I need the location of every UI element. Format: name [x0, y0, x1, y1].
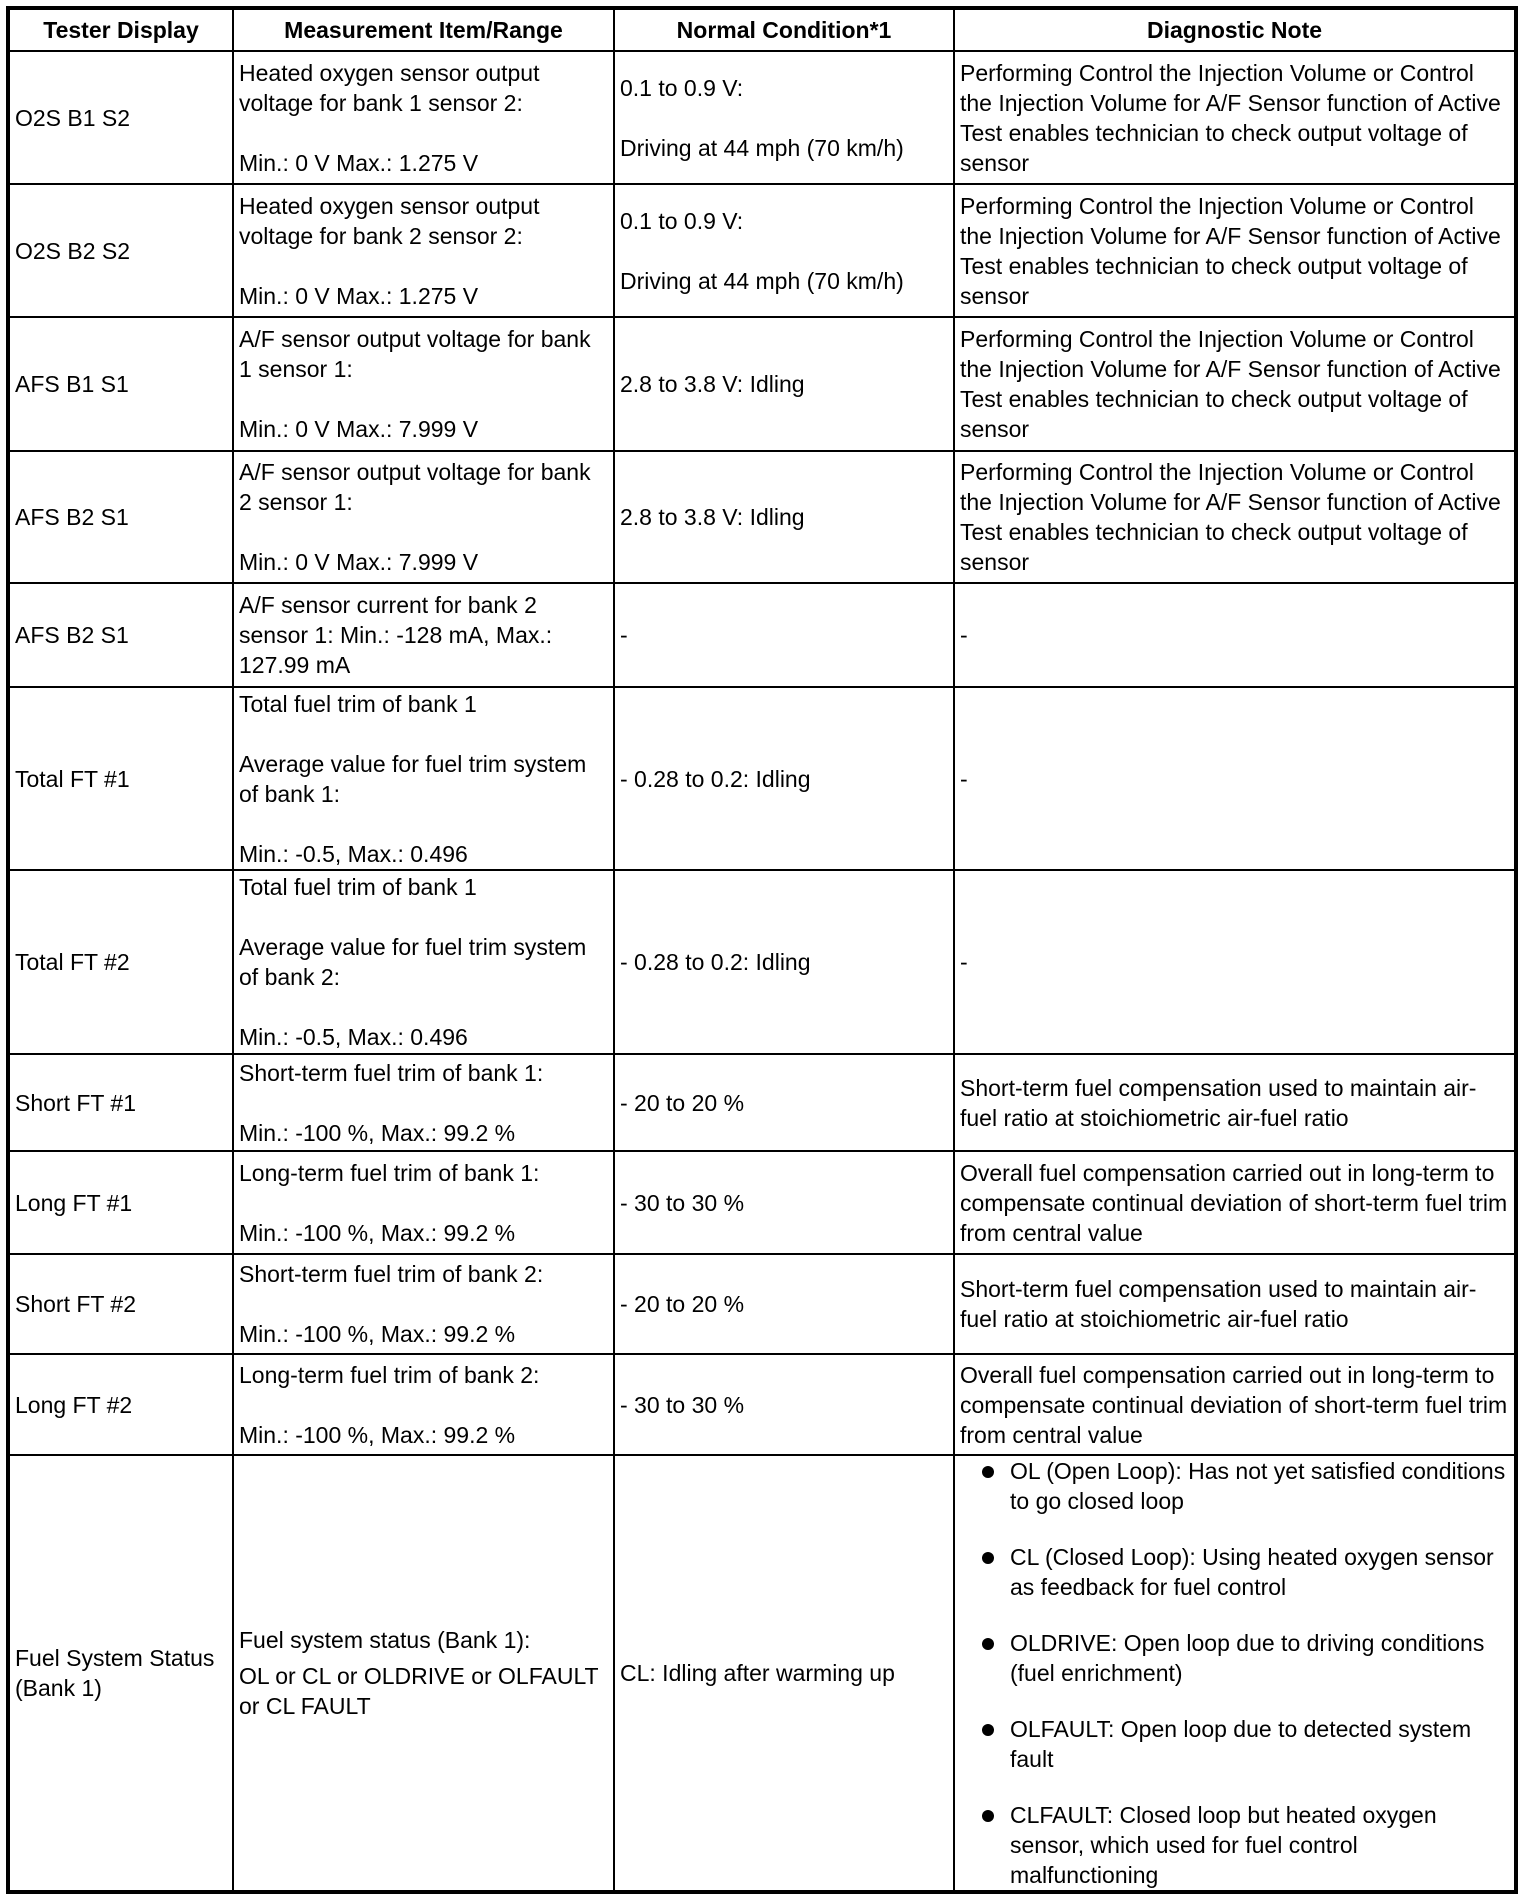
table-row [8, 687, 1516, 870]
diagnostic-note-cell: - [954, 870, 1516, 1054]
data-list-table [6, 6, 1518, 1894]
measurement-item-text: Heated oxygen sensor output voltage for bank 2 sensor 2: [239, 192, 540, 249]
measurement-item-cell [233, 1354, 614, 1455]
bullet-item: CLFAULT: Closed loop but heated oxygen sensor, which used for fuel control malfunctioning [960, 1800, 1509, 1890]
normal-condition-cell [614, 317, 954, 451]
measurement-item-text: Fuel system status (Bank 1): [239, 1627, 531, 1653]
diagnostic-note-cell: Overall fuel compensation carried out in long-term to compensate continual deviation of short-term fuel trim from central value [954, 1354, 1516, 1455]
measurement-item-text: Min.: 0 V Max.: 7.999 V [239, 549, 479, 575]
table-row [8, 1455, 1516, 1892]
measurement-item-cell [233, 1254, 614, 1354]
measurement-item-cell [233, 870, 614, 1054]
normal-condition-cell [614, 51, 954, 184]
measurement-item-text: Total fuel trim of bank 1 [239, 874, 477, 900]
normal-condition-text: - 0.28 to 0.2: Idling [620, 949, 811, 975]
measurement-item-text: Min.: -0.5, Max.: 0.496 [239, 1024, 468, 1050]
measurement-item-text: Min.: 0 V Max.: 1.275 V [239, 282, 479, 309]
normal-condition-text: Driving at 44 mph (70 km/h) [620, 267, 904, 294]
normal-condition-text: 2.8 to 3.8 V: Idling [620, 371, 805, 397]
diagnostic-note-cell: Performing Control the Injection Volume or Control the Injection Volume for A/F Sensor function of Active Test enables technician to check output voltage of sensor [954, 51, 1516, 184]
measurement-item-text: A/F sensor output voltage for bank 2 sensor 1: [239, 459, 591, 515]
measurement-item-text: Heated oxygen sensor output voltage for bank 1 sensor 2: [239, 59, 540, 116]
tester-display-cell: Total FT #1 [8, 687, 233, 870]
table-row [8, 51, 1516, 184]
status-bullet-list [960, 1456, 1509, 1890]
tester-display-cell: O2S B1 S2 [8, 51, 233, 184]
normal-condition-cell [614, 1354, 954, 1455]
measurement-item-cell [233, 451, 614, 583]
tester-display-cell: Fuel System Status (Bank 1) [8, 1455, 233, 1892]
measurement-item-text: Min.: 0 V Max.: 1.275 V [239, 149, 479, 176]
normal-condition-text: - 0.28 to 0.2: Idling [620, 765, 811, 792]
normal-condition-text: - 30 to 30 % [620, 1189, 745, 1216]
diagnostic-note-cell: - [954, 583, 1516, 687]
measurement-item-text: Min.: -100 %, Max.: 99.2 % [239, 1321, 516, 1347]
table-header-row [8, 8, 1516, 51]
diagnostic-note-cell: Performing Control the Injection Volume or Control the Injection Volume for A/F Sensor function of Active Test enables technician to check output voltage of sensor [954, 317, 1516, 451]
normal-condition-cell [614, 451, 954, 583]
diagnostic-note-cell: - [954, 687, 1516, 870]
table-row [8, 451, 1516, 583]
measurement-item-cell [233, 51, 614, 184]
measurement-item-text: Average value for fuel trim system of bank 1: [239, 750, 587, 807]
tester-display-cell: Long FT #2 [8, 1354, 233, 1455]
measurement-item-text: Min.: 0 V Max.: 7.999 V [239, 416, 479, 442]
table-row [8, 1254, 1516, 1354]
normal-condition-text: 2.8 to 3.8 V: Idling [620, 504, 805, 530]
normal-condition-cell [614, 583, 954, 687]
table-row [8, 1354, 1516, 1455]
normal-condition-cell [614, 870, 954, 1054]
measurement-item-cell [233, 317, 614, 451]
table-row [8, 1151, 1516, 1254]
measurement-item-text: Long-term fuel trim of bank 2: [239, 1361, 540, 1388]
tester-display-cell: Short FT #1 [8, 1054, 233, 1151]
normal-condition-text: - 20 to 20 % [620, 1291, 745, 1317]
normal-condition-text: - [620, 622, 628, 648]
normal-condition-cell: CL: Idling after warming up [614, 1455, 954, 1892]
measurement-item-cell [233, 687, 614, 870]
measurement-item-cell [233, 1054, 614, 1151]
bullet-item: OLDRIVE: Open loop due to driving conditions (fuel enrichment) [960, 1628, 1509, 1688]
normal-condition-text: 0.1 to 0.9 V: [620, 207, 744, 234]
bullet-item: CL (Closed Loop): Using heated oxygen sensor as feedback for fuel control [960, 1542, 1509, 1602]
measurement-item-text: Average value for fuel trim system of bank 2: [239, 934, 587, 990]
diagnostic-note-cell: Performing Control the Injection Volume or Control the Injection Volume for A/F Sensor function of Active Test enables technician to check output voltage of sensor [954, 451, 1516, 583]
normal-condition-text: Driving at 44 mph (70 km/h) [620, 134, 904, 161]
tester-display-cell: Short FT #2 [8, 1254, 233, 1354]
tester-display-cell: O2S B2 S2 [8, 184, 233, 317]
normal-condition-cell [614, 1254, 954, 1354]
normal-condition-text: - 30 to 30 % [620, 1391, 745, 1418]
measurement-item-text: Long-term fuel trim of bank 1: [239, 1159, 540, 1186]
measurement-item-text: Short-term fuel trim of bank 1: [239, 1059, 544, 1086]
normal-condition-cell [614, 1151, 954, 1254]
table-row [8, 184, 1516, 317]
header-tester-display: Tester Display [8, 8, 233, 51]
table-row [8, 317, 1516, 451]
measurement-item-text: Min.: -100 %, Max.: 99.2 % [239, 1119, 516, 1146]
measurement-item-text: Total fuel trim of bank 1 [239, 690, 477, 717]
tester-display-cell: AFS B2 S1 [8, 451, 233, 583]
header-diagnostic-note: Diagnostic Note [954, 8, 1516, 51]
diagnostic-note-cell: Short-term fuel compensation used to maintain air-fuel ratio at stoichiometric air-fuel ratio [954, 1054, 1516, 1151]
header-normal-condition: Normal Condition*1 [614, 8, 954, 51]
normal-condition-cell [614, 184, 954, 317]
measurement-item-cell [233, 1455, 614, 1892]
normal-condition-cell [614, 1054, 954, 1151]
bullet-item: OL (Open Loop): Has not yet satisfied conditions to go closed loop [960, 1456, 1509, 1516]
normal-condition-text: 0.1 to 0.9 V: [620, 74, 744, 101]
measurement-item-cell [233, 184, 614, 317]
measurement-item-cell [233, 1151, 614, 1254]
normal-condition-text: - 20 to 20 % [620, 1089, 745, 1116]
tester-display-cell: AFS B1 S1 [8, 317, 233, 451]
table-row [8, 1054, 1516, 1151]
table-row [8, 870, 1516, 1054]
measurement-item-cell [233, 583, 614, 687]
header-measurement-item: Measurement Item/Range [233, 8, 614, 51]
table-row [8, 583, 1516, 687]
diagnostic-note-cell [954, 1455, 1516, 1892]
measurement-item-text: Min.: -0.5, Max.: 0.496 [239, 840, 468, 867]
bullet-item: OLFAULT: Open loop due to detected system fault [960, 1714, 1509, 1774]
tester-display-cell: Long FT #1 [8, 1151, 233, 1254]
measurement-item-text: OL or CL or OLDRIVE or OLFAULT or CL FAULT [239, 1663, 599, 1719]
diagnostic-note-cell: Short-term fuel compensation used to maintain air-fuel ratio at stoichiometric air-fuel ratio [954, 1254, 1516, 1354]
tester-display-cell: AFS B2 S1 [8, 583, 233, 687]
diagnostic-note-cell: Overall fuel compensation carried out in long-term to compensate continual deviation of short-term fuel trim from central value [954, 1151, 1516, 1254]
normal-condition-cell [614, 687, 954, 870]
diagnostic-note-cell: Performing Control the Injection Volume or Control the Injection Volume for A/F Sensor function of Active Test enables technician to check output voltage of sensor [954, 184, 1516, 317]
measurement-item-text: A/F sensor current for bank 2 sensor 1: Min.: -128 mA, Max.: 127.99 mA [239, 592, 553, 678]
measurement-item-text: Short-term fuel trim of bank 2: [239, 1261, 544, 1287]
tester-display-cell: Total FT #2 [8, 870, 233, 1054]
measurement-item-text: Min.: -100 %, Max.: 99.2 % [239, 1421, 516, 1448]
measurement-item-text: A/F sensor output voltage for bank 1 sensor 1: [239, 326, 591, 382]
measurement-item-text: Min.: -100 %, Max.: 99.2 % [239, 1219, 516, 1246]
